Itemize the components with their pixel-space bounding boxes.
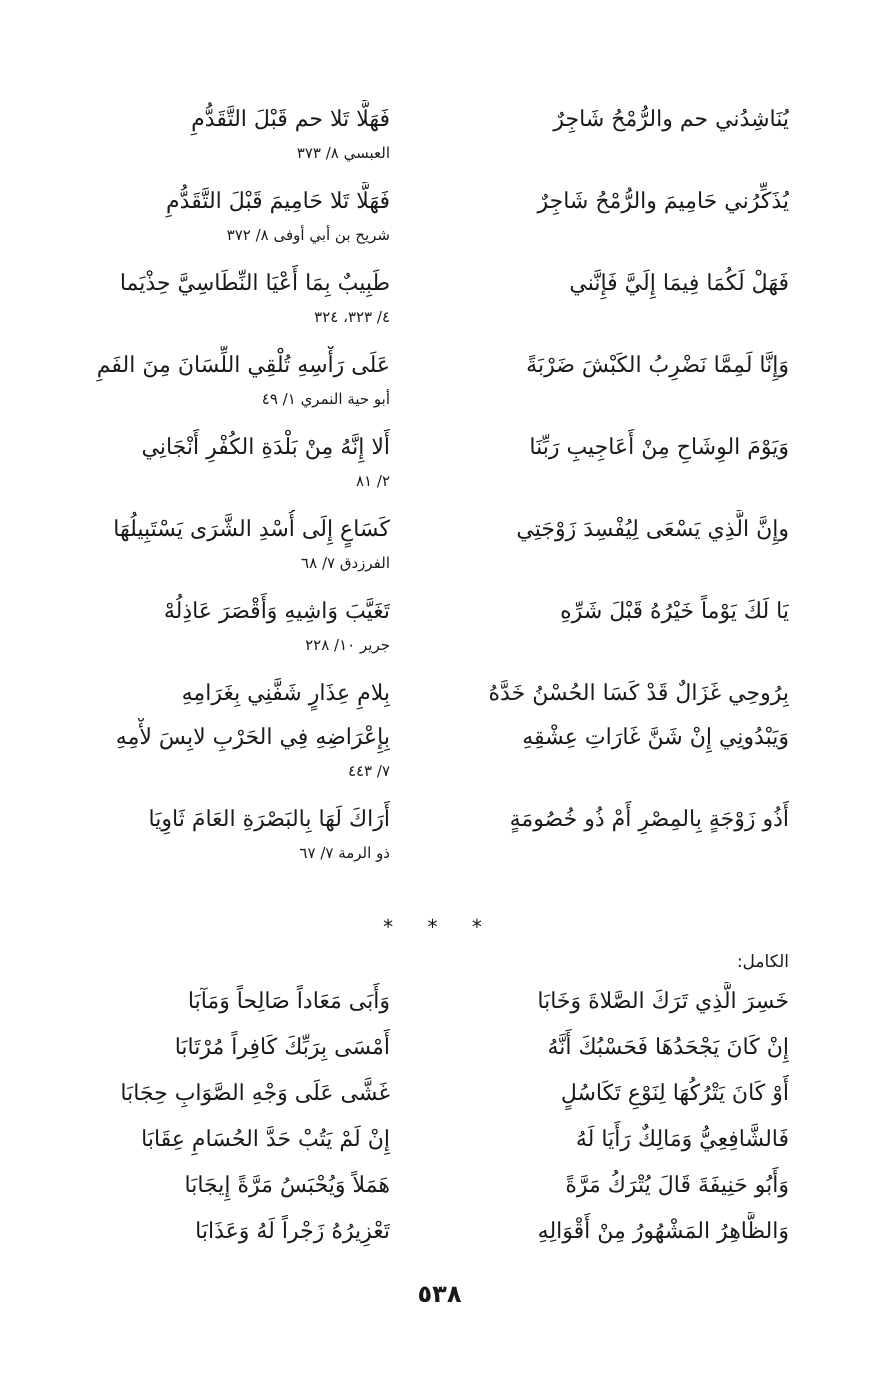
verse-second-text: أَرَاكَ لَهَا بِالبَصْرَةِ العَامَ ثَاوِيَا	[148, 807, 390, 832]
verse-row	[70, 800, 789, 864]
verse-second-hemistich: غَشَّى عَلَى وَجْهِ الصَّوَابِ حِجَابَا	[120, 1081, 390, 1106]
verse-second-text: فَهَلَّا تَلا حَامِيمَ قَبْلَ التَّقَدُّمِ	[166, 189, 390, 214]
verse-second-hemistich	[70, 264, 390, 328]
verse-row	[70, 674, 789, 714]
verse-row	[70, 1166, 789, 1206]
verse-attribution: جرير ١٠/ ٢٢٨	[305, 636, 390, 654]
verse-second-hemistich	[70, 428, 390, 492]
verse-row	[70, 718, 789, 782]
verse-first-hemistich: وَيَوْمَ الوِشَاحِ مِنْ أَعَاجِيبِ رَبِّنَا	[529, 435, 789, 460]
verse-row	[70, 1212, 789, 1252]
verse-group-3	[70, 264, 789, 346]
verse-second-hemistich	[70, 674, 390, 714]
page-number: ٥٣٨	[417, 1280, 462, 1308]
verse-first-hemistich: أَوْ كَانَ يَتْرُكُهَا لِنَوْعِ تَكَاسُلٍ	[560, 1081, 789, 1106]
verse-attribution: ذو الرمة ٧/ ٦٧	[299, 844, 390, 862]
verse-second-hemistich	[70, 718, 390, 782]
verse-first-hemistich: إِنْ كَانَ يَجْحَدُهَا فَحَسْبُكَ أَنَّهُ	[547, 1035, 789, 1060]
verse-first-hemistich: وَالظَّاهِرُ المَشْهُورُ مِنْ أَقْوَالِهِ	[537, 1219, 789, 1244]
verse-attribution: ٢/ ٨١	[355, 472, 390, 490]
verse-first-hemistich: أَذُو زَوْجَةٍ بِالمِصْرِ أَمْ ذُو خُصُومَةٍ	[509, 807, 789, 832]
verse-group-7	[70, 592, 789, 674]
verse-second-hemistich: إِنْ لَمْ يَتُبْ حَدَّ الحُسَامِ عِقَابَا	[141, 1127, 390, 1152]
verse-second-text: تَغَيَّبَ وَاشِيهِ وَأَقْصَرَ عَاذِلُهْ	[163, 599, 390, 624]
verse-row	[70, 592, 789, 656]
verse-second-text: عَلَى رَأْسِهِ تُلْقِي اللِّسَانَ مِنَ الفَمِ	[96, 353, 390, 378]
verse-second-text: طَبِيبٌ بِمَا أَعْيَا النِّطَاسِيَّ حِذْيَما	[119, 271, 390, 296]
verse-first-hemistich: خَسِرَ الَّذِي تَرَكَ الصَّلاةَ وَخَابَا	[537, 989, 789, 1014]
verse-first-hemistich: وَأَبُو حَنِيفَةَ قَالَ يُتْرَكُ مَرَّةً	[565, 1173, 789, 1198]
verse-group-6	[70, 510, 789, 592]
poem-section-2	[70, 982, 789, 1258]
section-separator: * * *	[383, 915, 496, 939]
verse-group-9	[70, 718, 789, 800]
verse-first-hemistich: يُذَكِّرُني حَامِيمَ والرُّمْحُ شَاجِرٌ	[537, 189, 789, 214]
verse-first-hemistich: فَالشَّافِعِيُّ وَمَالِكٌ رَأَيَا لَهُ	[575, 1127, 789, 1152]
verse-row	[70, 1120, 789, 1160]
verse-second-hemistich	[70, 346, 390, 410]
verse-second-hemistich: هَمَلاً وَيُحْبَسُ مَرَّةً إِيجَابَا	[184, 1173, 390, 1198]
verse-row	[70, 982, 789, 1022]
verse-second-hemistich	[70, 800, 390, 864]
verse-second-hemistich	[70, 100, 390, 164]
verse-second-hemistich: أَمْسَى بِرَبِّكَ كَافِراً مُرْتَابَا	[174, 1035, 390, 1060]
verse-group-5	[70, 428, 789, 510]
verse-first-hemistich: يُنَاشِدُني حم والرُّمْحُ شَاجِرٌ	[553, 107, 789, 132]
verse-second-text: أَلا إِنَّهُ مِنْ بَلْدَةِ الكُفْرِ أَنْجَانِي	[141, 435, 390, 460]
verse-attribution: ٤/ ٣٢٣، ٣٢٤	[314, 308, 390, 326]
verse-attribution: ٧/ ٤٤٣	[347, 762, 390, 780]
verse-first-hemistich: وإِنَّ الَّذِي يَسْعَى لِيُفْسِدَ زَوْجَتِي	[516, 517, 789, 542]
verse-attribution: أبو حية النمري ١/ ٤٩	[261, 390, 390, 408]
verse-row	[70, 100, 789, 164]
verse-first-hemistich: وَيَبْدُونِي إِنْ شَنَّ غَارَاتِ عِشْقِهِ	[522, 725, 789, 750]
verse-second-hemistich	[70, 182, 390, 246]
verse-group-8	[70, 674, 789, 718]
verse-second-hemistich: تَعْزِيرُهُ زَجْراً لَهُ وَعَذَابَا	[195, 1219, 390, 1244]
verse-row	[70, 264, 789, 328]
verse-row	[70, 510, 789, 574]
verse-second-text: بِلامِ عِذَارٍ شَفَّنِي بِغَرَامِهِ	[181, 681, 390, 706]
verse-second-text: فَهَلَّا تَلا حم قَبْلَ التَّقَدُّمِ	[191, 107, 390, 132]
verse-second-text: بِإِعْرَاضِهِ فِي الحَرْبِ لابِسَ لأْمِهِ	[115, 725, 390, 750]
verse-first-hemistich: يَا لَكَ يَوْماً خَيْرُهُ قَبْلَ شَرِّهِ	[560, 599, 789, 624]
verse-second-hemistich	[70, 510, 390, 574]
verse-attribution: العبسي ٨/ ٣٧٣	[296, 144, 390, 162]
verse-group-1	[70, 100, 789, 182]
verse-second-hemistich: وَأَبَى مَعَاداً صَالِحاً وَمَآبَا	[187, 989, 390, 1014]
verse-row	[70, 428, 789, 492]
verse-row	[70, 1074, 789, 1114]
verse-group-2	[70, 182, 789, 264]
verse-attribution: الفرزدق ٧/ ٦٨	[301, 554, 390, 572]
verse-row	[70, 346, 789, 410]
verse-second-text: كَسَاعٍ إِلَى أُسْدِ الشَّرَى يَسْتَبِيلُهَا	[113, 517, 390, 542]
verse-row	[70, 1028, 789, 1068]
verse-row	[70, 182, 789, 246]
verse-first-hemistich: وَإِنَّا لَمِمَّا نَضْرِبُ الكَبْشَ ضَرْبَةً	[526, 353, 789, 378]
verse-group-10	[70, 800, 789, 864]
meter-heading: الكامل:	[736, 952, 789, 972]
verse-first-hemistich: بِرُوحِي غَزَالٌ قَدْ كَسَا الحُسْنُ خَدَّهُ	[488, 681, 789, 706]
verse-attribution: شريح بن أبي أوفى ٨/ ٣٧٢	[226, 226, 390, 244]
verse-second-hemistich	[70, 592, 390, 656]
poem-section-1	[70, 100, 789, 864]
verse-first-hemistich: فَهَلْ لَكُمَا فِيمَا إِلَيَّ فَإِنَّني	[569, 271, 789, 296]
verse-group-4	[70, 346, 789, 428]
